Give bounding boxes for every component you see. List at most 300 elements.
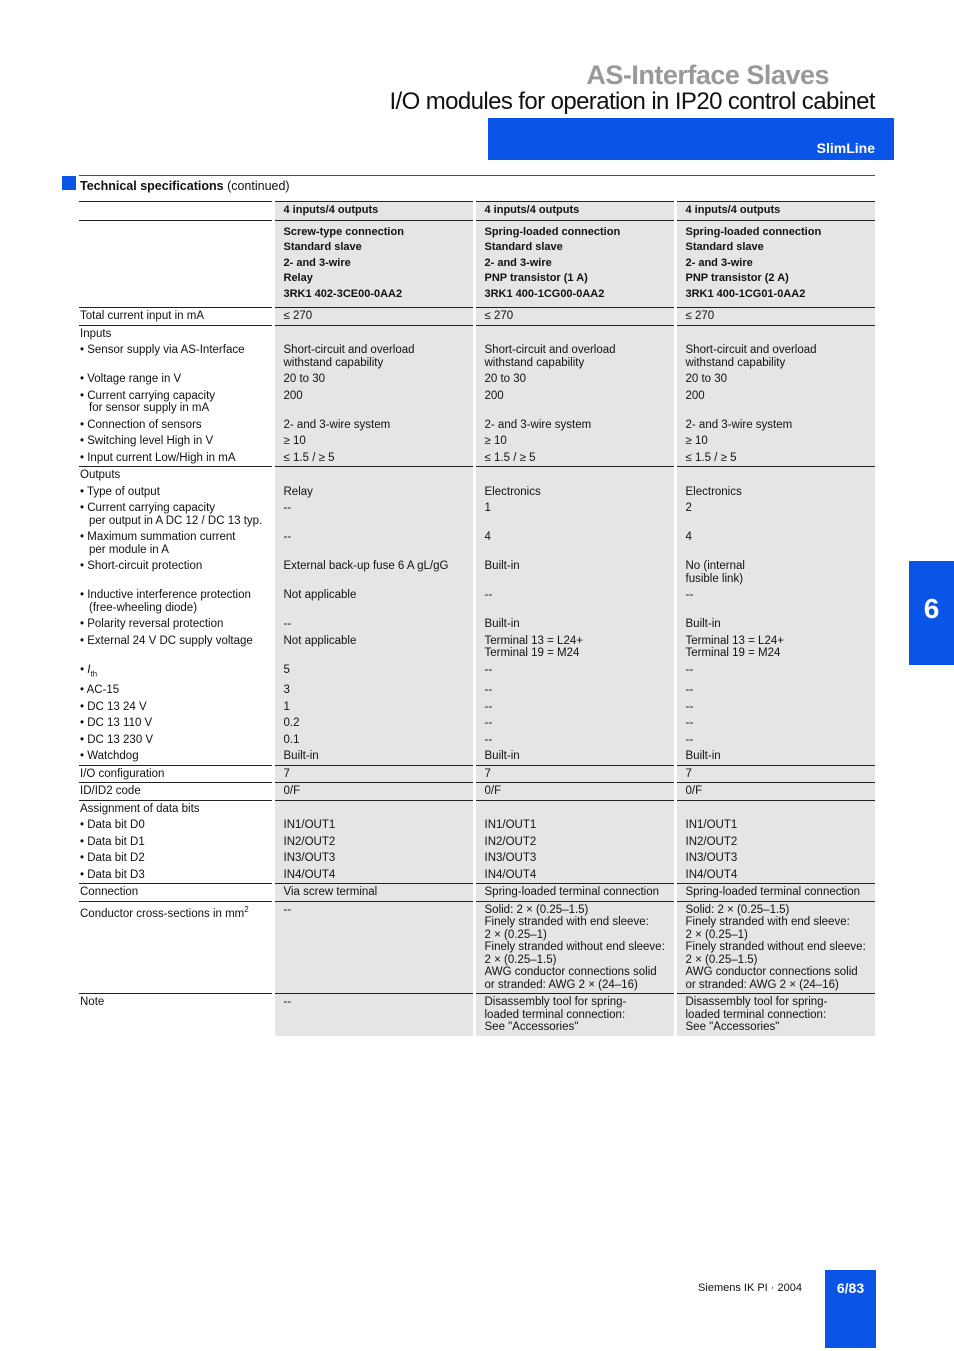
value-text: withstand capability: [685, 356, 786, 369]
value-cell: [273, 325, 474, 342]
value-cell: [273, 616, 474, 633]
value-text: --: [685, 717, 694, 730]
value-text: 20 to 30: [685, 373, 728, 385]
row-label-text: • Sensor supply via AS-Interface: [80, 344, 244, 356]
spec-row: [79, 616, 875, 633]
row-label: [79, 699, 273, 716]
row-label: [79, 783, 273, 801]
value-text: --: [685, 589, 694, 601]
row-label: [79, 433, 273, 450]
section-title-rest: (continued): [227, 179, 290, 193]
value-text: Not applicable: [283, 634, 357, 647]
value-line: Disassembly tool for spring-: [685, 996, 828, 1009]
value-cell: [474, 587, 675, 616]
value-cell: [675, 732, 875, 749]
value-cell: [675, 433, 875, 450]
product-desc: Spring-loaded connection Standard slave 2- and 3-wire PNP transistor (1 A) 3RK1 400-1CG00-0AA2: [474, 220, 675, 308]
value-line: Solid: 2 × (0.25–1.5): [484, 903, 589, 916]
value-cell: [273, 558, 474, 587]
value-text: --: [685, 700, 694, 713]
page-number: 6/83: [836, 1280, 865, 1296]
row-label: [79, 371, 273, 388]
value-cell: [474, 699, 675, 716]
value-text: IN1/OUT1: [685, 819, 738, 832]
value-text: ≤ 1.5 / ≥ 5: [283, 451, 335, 464]
value-cell: [273, 884, 474, 902]
value-text: Short-circuit and overload: [685, 344, 817, 356]
value-cell: [273, 748, 474, 765]
value-cell: [474, 371, 675, 388]
value-text: 200: [484, 389, 504, 402]
value-text: 7: [283, 767, 290, 780]
spec-table-container: [79, 201, 875, 1036]
col-head: 4 inputs/4 outputs: [675, 202, 875, 221]
value-text: --: [283, 618, 292, 630]
row-label: [79, 662, 273, 683]
value-text: Built-in: [484, 618, 520, 630]
value-text: 20 to 30: [283, 373, 326, 385]
value-text: --: [283, 531, 292, 543]
header-row: [79, 202, 875, 221]
value-cell: [675, 715, 875, 732]
row-label-text: • Watchdog: [80, 750, 139, 762]
value-cell: [675, 901, 875, 994]
value-text: 0.2: [283, 717, 300, 730]
value-text: ≥ 10: [283, 435, 306, 447]
value-cell: [273, 308, 474, 326]
row-label-superscript: 2: [244, 904, 249, 914]
value-cell: [474, 325, 675, 342]
value-cell: [675, 682, 875, 699]
value-text: 2: [685, 502, 692, 514]
value-text: Spring-loaded terminal connection: [685, 886, 861, 899]
value-text: --: [685, 684, 694, 697]
value-cell: [474, 732, 675, 749]
value-line: 2 × (0.25–1.5): [685, 953, 758, 966]
value-text: ≤ 270: [685, 310, 715, 322]
value-text: Built-in: [484, 560, 520, 572]
section-title-bold: Technical specifications: [80, 179, 224, 193]
value-text: Relay: [283, 485, 313, 498]
value-cell: [474, 484, 675, 501]
value-cell: [675, 450, 875, 467]
value-text: --: [484, 700, 493, 713]
row-label-text: • DC 13 110 V: [80, 717, 152, 729]
row-label-text: Total current input in mA: [80, 310, 205, 322]
row-label: [79, 800, 273, 817]
value-cell: [675, 616, 875, 633]
value-text: IN1/OUT1: [283, 819, 336, 832]
value-cell: [675, 417, 875, 434]
value-text: --: [484, 589, 493, 601]
row-label-text: • Data bit D1: [80, 836, 145, 848]
value-cell: [273, 529, 474, 558]
spec-row: [79, 484, 875, 501]
value-cell: [675, 800, 875, 817]
value-cell: [675, 850, 875, 867]
value-cell: [273, 371, 474, 388]
value-text: 20 to 30: [484, 373, 527, 385]
value-cell: [675, 867, 875, 884]
value-cell: [273, 467, 474, 484]
row-label: [79, 342, 273, 371]
section-divider: [79, 175, 875, 176]
row-label: [79, 765, 273, 783]
value-cell: [675, 500, 875, 529]
value-text: fusible link): [685, 572, 744, 585]
value-text: ≤ 1.5 / ≥ 5: [484, 451, 536, 464]
value-text: IN1/OUT1: [484, 819, 537, 832]
value-cell: [675, 699, 875, 716]
row-label-text: • Maximum summation current: [80, 531, 236, 543]
value-cell: [675, 783, 875, 801]
row-label-text: • Voltage range in V: [80, 373, 181, 385]
value-text: IN3/OUT3: [484, 852, 537, 865]
row-label-text: Conductor cross-sections in mm: [80, 907, 245, 920]
value-cell: [474, 662, 675, 683]
value-text: Built-in: [283, 750, 319, 763]
row-label-text: • Data bit D0: [80, 819, 145, 831]
value-text: --: [484, 663, 493, 676]
value-cell: [474, 817, 675, 834]
group-heading: Inputs: [80, 327, 112, 340]
value-cell: [675, 342, 875, 371]
value-cell: [474, 884, 675, 902]
value-text: 3: [283, 684, 290, 697]
value-cell: [273, 867, 474, 884]
value-cell: [474, 616, 675, 633]
col-head: 4 inputs/4 outputs: [273, 202, 474, 221]
group-heading: Outputs: [80, 469, 121, 481]
product-row: [79, 220, 875, 308]
value-text: 2- and 3-wire system: [685, 418, 793, 431]
value-line: 2 × (0.25–1): [685, 928, 748, 941]
value-text: Terminal 13 = L24+: [685, 634, 784, 647]
value-line: AWG conductor connections solid: [484, 966, 657, 979]
value-cell: [273, 342, 474, 371]
spec-row: [79, 699, 875, 716]
value-cell: [474, 867, 675, 884]
value-text: No (internal: [685, 560, 745, 572]
value-cell: [474, 800, 675, 817]
row-label: [79, 884, 273, 902]
value-cell: [474, 500, 675, 529]
spec-row: [79, 467, 875, 484]
spec-row: [79, 500, 875, 529]
value-cell: [675, 994, 875, 1036]
row-label-text: • Switching level High in V: [80, 435, 213, 447]
value-cell: [675, 388, 875, 417]
value-text: withstand capability: [484, 356, 585, 369]
value-text: ≤ 1.5 / ≥ 5: [685, 451, 737, 464]
spec-row: [79, 587, 875, 616]
row-label: [79, 748, 273, 765]
row-label: [79, 467, 273, 484]
value-cell: [474, 433, 675, 450]
row-label-text: • DC 13 230 V: [80, 734, 153, 746]
value-cell: [474, 633, 675, 662]
value-text: IN2/OUT2: [685, 835, 738, 848]
value-cell: [273, 388, 474, 417]
value-text: --: [283, 903, 292, 916]
value-text: 0/F: [283, 785, 301, 798]
spec-row: [79, 715, 875, 732]
spec-row: [79, 388, 875, 417]
footer-text: Siemens IK PI · 2004: [698, 1282, 802, 1294]
value-line: loaded terminal connection:: [685, 1008, 827, 1021]
value-text: ≥ 10: [484, 435, 507, 447]
row-label: [79, 587, 273, 616]
value-cell: [474, 342, 675, 371]
row-label-text: • Type of output: [80, 486, 160, 498]
value-cell: [675, 529, 875, 558]
spec-row: [79, 732, 875, 749]
row-label-text: I/O configuration: [80, 767, 165, 780]
value-cell: [474, 417, 675, 434]
value-text: Built-in: [484, 750, 520, 763]
value-text: --: [685, 733, 694, 746]
row-label: [79, 817, 273, 834]
section-marker-icon: [62, 176, 76, 190]
value-text: 4: [484, 531, 491, 543]
value-cell: [474, 765, 675, 783]
value-line: Finely stranded without end sleeve:: [685, 941, 866, 954]
value-text: Via screw terminal: [283, 886, 378, 899]
value-text: IN3/OUT3: [685, 852, 738, 865]
value-cell: [675, 308, 875, 326]
order-number: 3RK1 400-1CG00-0AA2: [484, 287, 605, 300]
value-cell: [273, 732, 474, 749]
row-label: [79, 558, 273, 587]
value-text: 1: [484, 502, 491, 514]
value-cell: [675, 765, 875, 783]
value-text: 0/F: [685, 785, 703, 798]
value-text: --: [484, 717, 493, 730]
row-label: [79, 308, 273, 326]
value-cell: [273, 633, 474, 662]
value-cell: [474, 529, 675, 558]
value-line: or stranded: AWG 2 × (24–16): [484, 978, 638, 991]
value-cell: [474, 834, 675, 851]
row-label: [79, 325, 273, 342]
spec-row: [79, 765, 875, 783]
row-label-text: • AC-15: [80, 684, 119, 696]
row-label: [79, 633, 273, 662]
spec-row: [79, 529, 875, 558]
value-text: IN4/OUT4: [484, 868, 537, 881]
row-label: [79, 867, 273, 884]
row-label-text: • Current carrying capacity: [80, 390, 215, 402]
value-text: 0/F: [484, 785, 502, 798]
row-label: [79, 484, 273, 501]
value-text: 4: [685, 531, 692, 543]
value-text: Terminal 19 = M24: [484, 647, 580, 659]
value-text: ≤ 270: [484, 310, 514, 322]
row-label: [79, 500, 273, 529]
value-text: Short-circuit and overload: [283, 344, 415, 356]
value-text: --: [283, 502, 292, 514]
value-line: 2 × (0.25–1): [484, 928, 547, 941]
spec-row: [79, 748, 875, 765]
value-cell: [675, 662, 875, 683]
spec-row: [79, 662, 875, 683]
value-line: Finely stranded with end sleeve:: [685, 916, 850, 929]
value-line: Finely stranded without end sleeve:: [484, 941, 665, 954]
value-cell: [675, 325, 875, 342]
spec-row: [79, 325, 875, 342]
value-cell: [273, 587, 474, 616]
value-cell: [273, 500, 474, 529]
spec-row: [79, 558, 875, 587]
value-line: See "Accessories": [484, 1021, 579, 1034]
spec-row: [79, 901, 875, 994]
value-line: Solid: 2 × (0.25–1.5): [685, 903, 790, 916]
value-cell: [675, 467, 875, 484]
row-label-text: • Input current Low/High in mA: [80, 452, 236, 464]
value-cell: [675, 633, 875, 662]
spec-row: [79, 371, 875, 388]
value-cell: [474, 715, 675, 732]
spec-row: [79, 417, 875, 434]
value-cell: [474, 308, 675, 326]
value-cell: [675, 884, 875, 902]
value-cell: [675, 558, 875, 587]
value-cell: [474, 467, 675, 484]
row-label: [79, 834, 273, 851]
value-cell: [675, 748, 875, 765]
order-number: 3RK1 400-1CG01-0AA2: [685, 287, 806, 300]
row-label: [79, 850, 273, 867]
row-label-text: • Short-circuit protection: [80, 560, 202, 572]
value-text: --: [484, 733, 493, 746]
value-cell: [273, 817, 474, 834]
product-desc: Spring-loaded connection Standard slave 2- and 3-wire PNP transistor (2 A) 3RK1 400-1CG01-0AA2: [675, 220, 875, 308]
row-label-text: ID/ID2 code: [80, 785, 141, 798]
value-text: ≥ 10: [685, 435, 708, 447]
value-text: 200: [685, 389, 705, 402]
value-text: withstand capability: [283, 356, 384, 369]
spec-row: [79, 867, 875, 884]
row-label: [79, 682, 273, 699]
value-text: External back-up fuse 6 A gL/gG: [283, 560, 449, 572]
value-cell: [273, 800, 474, 817]
row-label-text: • External 24 V DC supply voltage: [80, 635, 253, 647]
value-cell: [474, 388, 675, 417]
value-cell: [474, 783, 675, 801]
row-label-text: • DC 13 24 V: [80, 701, 147, 713]
row-label-text: for sensor supply in mA: [89, 402, 210, 414]
value-text: 7: [685, 767, 692, 780]
value-line: See "Accessories": [685, 1021, 780, 1034]
value-text: Built-in: [685, 618, 721, 630]
value-cell: [474, 901, 675, 994]
value-cell: [474, 682, 675, 699]
value-cell: [474, 850, 675, 867]
value-line: or stranded: AWG 2 × (24–16): [685, 978, 839, 991]
value-cell: [273, 484, 474, 501]
row-label-text: Note: [80, 996, 105, 1009]
value-cell: [273, 450, 474, 467]
product-desc: Screw-type connection Standard slave 2- and 3-wire Relay 3RK1 402-3CE00-0AA2: [273, 220, 474, 308]
spec-row: [79, 850, 875, 867]
value-text: IN3/OUT3: [283, 852, 336, 865]
value-text: Spring-loaded terminal connection: [484, 886, 660, 899]
row-label: [79, 901, 273, 994]
spec-row: [79, 633, 875, 662]
row-label-text: • Data bit D3: [80, 869, 145, 881]
row-label: [79, 994, 273, 1036]
value-text: Not applicable: [283, 589, 357, 601]
value-text: --: [685, 663, 694, 676]
value-text: 7: [484, 767, 491, 780]
spec-table: [79, 201, 875, 1036]
value-cell: [273, 994, 474, 1036]
row-label-text: • Polarity reversal protection: [80, 618, 223, 630]
row-label-text: per output in A DC 12 / DC 13 typ.: [89, 514, 263, 527]
value-text: IN2/OUT2: [484, 835, 537, 848]
value-cell: [273, 901, 474, 994]
value-text: --: [484, 684, 493, 697]
value-cell: [675, 484, 875, 501]
value-text: 2- and 3-wire system: [283, 418, 391, 431]
value-line: Disassembly tool for spring-: [484, 996, 627, 1009]
spec-row: [79, 783, 875, 801]
row-label: [79, 715, 273, 732]
value-cell: [675, 587, 875, 616]
row-label: [79, 529, 273, 558]
row-label: [79, 388, 273, 417]
row-label-text: • I: [80, 664, 90, 676]
value-cell: [273, 834, 474, 851]
order-number: 3RK1 402-3CE00-0AA2: [283, 287, 403, 300]
col-head: 4 inputs/4 outputs: [474, 202, 675, 221]
value-cell: [273, 699, 474, 716]
value-text: 2- and 3-wire system: [484, 418, 592, 431]
section-title: [80, 179, 290, 193]
value-text: --: [283, 996, 292, 1009]
spec-row: [79, 308, 875, 326]
spec-row: [79, 884, 875, 902]
page-subtitle: I/O modules for operation in IP20 control cabinet: [389, 88, 875, 115]
value-text: Built-in: [685, 750, 721, 763]
chapter-tab-number: 6: [923, 593, 940, 624]
row-label-subscript: th: [90, 668, 98, 678]
value-cell: [675, 834, 875, 851]
value-text: Short-circuit and overload: [484, 344, 616, 356]
value-line: AWG conductor connections solid: [685, 966, 858, 979]
row-label-text: • Data bit D2: [80, 852, 145, 864]
spec-row: [79, 682, 875, 699]
value-text: 200: [283, 389, 303, 402]
row-label: [79, 616, 273, 633]
value-text: 0.1: [283, 733, 300, 746]
value-text: IN2/OUT2: [283, 835, 336, 848]
spec-row: [79, 433, 875, 450]
spec-row: [79, 834, 875, 851]
row-label: [79, 417, 273, 434]
spec-row: [79, 817, 875, 834]
spec-row: [79, 450, 875, 467]
spec-row: [79, 342, 875, 371]
row-label-text: • Current carrying capacity: [80, 502, 215, 514]
value-cell: [474, 994, 675, 1036]
value-cell: [675, 371, 875, 388]
value-text: 1: [283, 700, 290, 713]
row-label-text: (free-wheeling diode): [89, 601, 198, 614]
value-cell: [474, 558, 675, 587]
value-cell: [273, 765, 474, 783]
value-text: IN4/OUT4: [283, 868, 336, 881]
